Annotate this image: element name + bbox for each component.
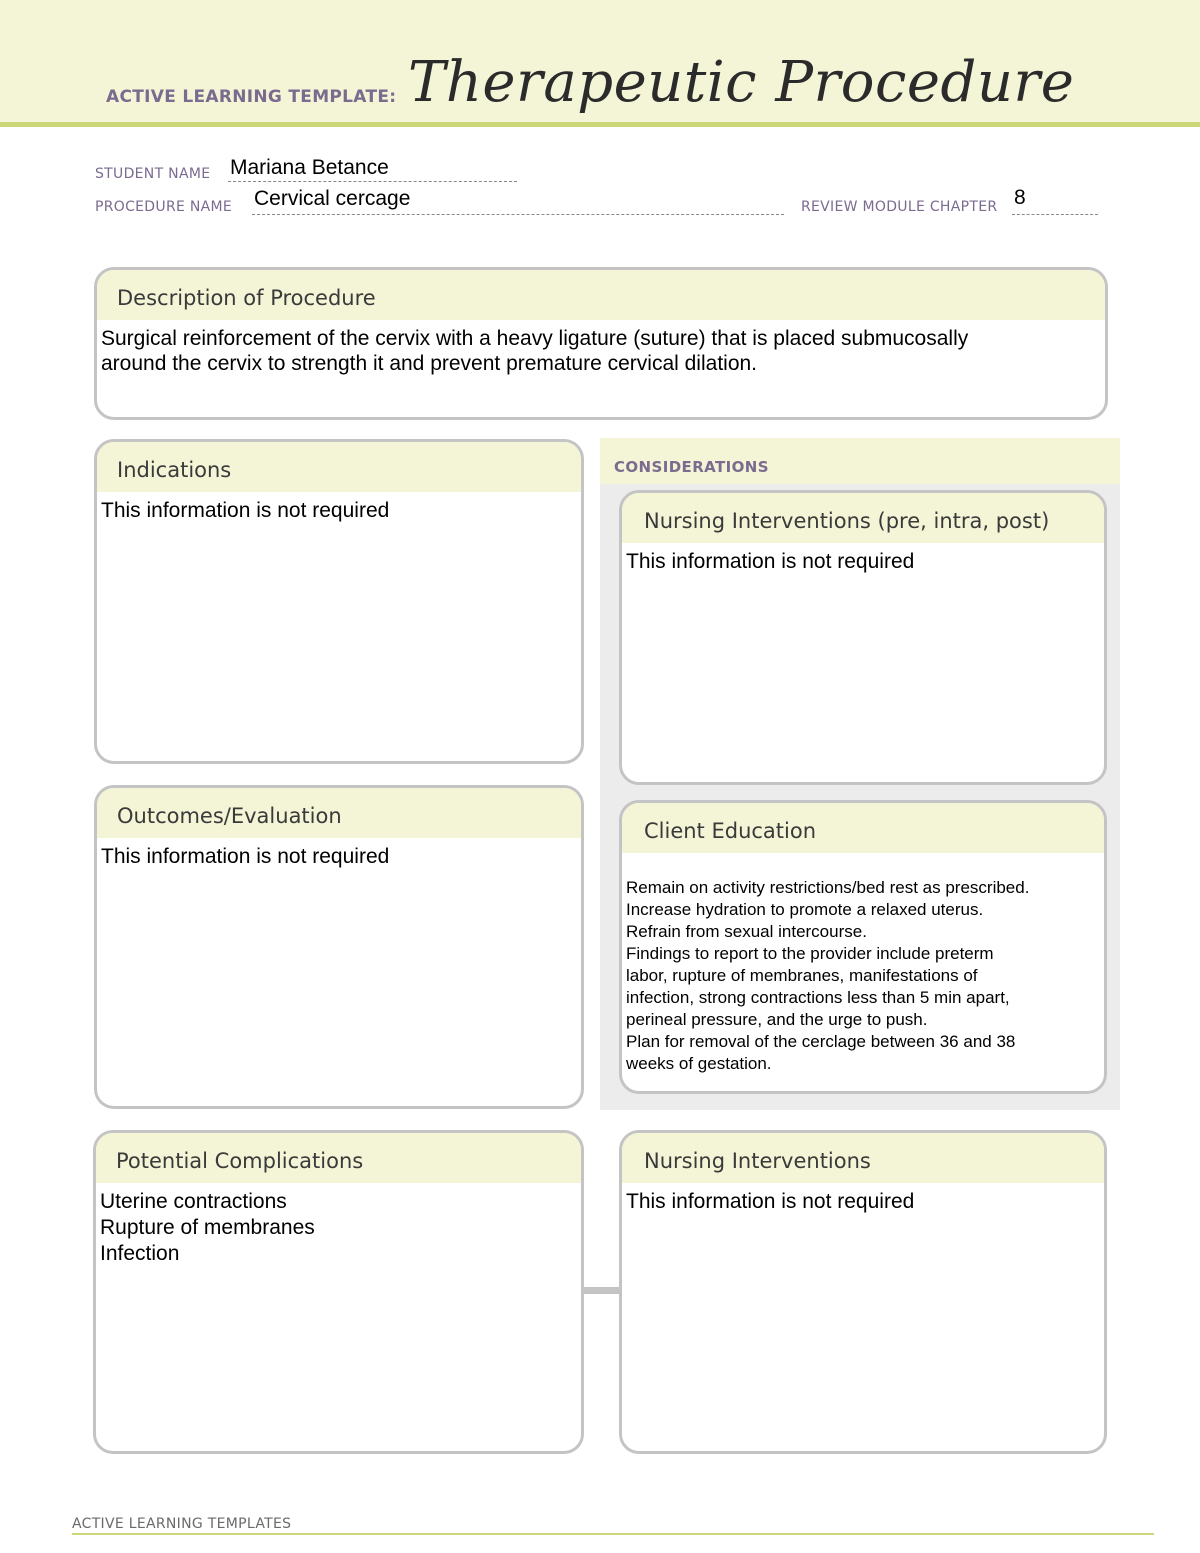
nursing-interventions-title: Nursing Interventions xyxy=(622,1133,1104,1183)
review-module-field[interactable]: 8 xyxy=(1014,186,1026,209)
procedure-name-line xyxy=(252,214,784,215)
complications-text[interactable]: Uterine contractions Rupture of membranes Infection xyxy=(100,1190,315,1265)
student-name-label: STUDENT NAME xyxy=(95,166,211,182)
complications-title: Potential Complications xyxy=(96,1133,581,1183)
header-rule xyxy=(0,122,1200,127)
client-education-title: Client Education xyxy=(622,803,1104,853)
description-title: Description of Procedure xyxy=(97,270,1105,320)
indications-text[interactable]: This information is not required xyxy=(101,499,390,522)
nursing-interventions-text[interactable]: This information is not required xyxy=(626,1190,915,1213)
template-label: ACTIVE LEARNING TEMPLATE: xyxy=(106,87,397,107)
outcomes-text[interactable]: This information is not required xyxy=(101,845,390,868)
student-name-line xyxy=(228,181,517,182)
footer-label: ACTIVE LEARNING TEMPLATES xyxy=(72,1516,292,1532)
description-box xyxy=(94,267,1108,420)
indications-box xyxy=(94,439,584,764)
client-education-text[interactable]: Remain on activity restrictions/bed rest as prescribed. Increase hydration to promote a relaxed uterus. Refrain from sexual intercourse. Findings to report to the provider include preterm labor, rupture of membranes, manifestations of infection, strong contractions less than 5 min apart, perineal pressure, and the urge to push. Plan for removal of the cerclage between 36 and 38 weeks of gestation. xyxy=(626,878,1030,1073)
description-text[interactable]: Surgical reinforcement of the cervix with a heavy ligature (suture) that is placed submucosally around the cervix to strength it and prevent premature cervical dilation. xyxy=(101,327,969,375)
footer-rule xyxy=(72,1533,1154,1535)
nursing-interventions-box xyxy=(619,1130,1107,1454)
complications-box xyxy=(93,1130,584,1454)
outcomes-box xyxy=(94,785,584,1109)
procedure-name-label: PROCEDURE NAME xyxy=(95,199,233,215)
procedure-name-field[interactable]: Cervical cercage xyxy=(254,187,411,210)
student-name-field[interactable]: Mariana Betance xyxy=(230,156,389,179)
considerations-label: CONSIDERATIONS xyxy=(614,458,769,476)
nursing-interventions-pre-title: Nursing Interventions (pre, intra, post) xyxy=(622,493,1104,543)
client-education-box xyxy=(619,800,1107,1094)
indications-title: Indications xyxy=(97,442,581,492)
outcomes-title: Outcomes/Evaluation xyxy=(97,788,581,838)
review-module-label: REVIEW MODULE CHAPTER xyxy=(801,199,998,215)
template-title: Therapeutic Procedure xyxy=(408,50,1075,115)
nursing-interventions-pre-text[interactable]: This information is not required xyxy=(626,550,915,573)
box-connector xyxy=(583,1287,621,1294)
nursing-interventions-pre-box xyxy=(619,490,1107,785)
review-module-line xyxy=(1012,214,1098,215)
